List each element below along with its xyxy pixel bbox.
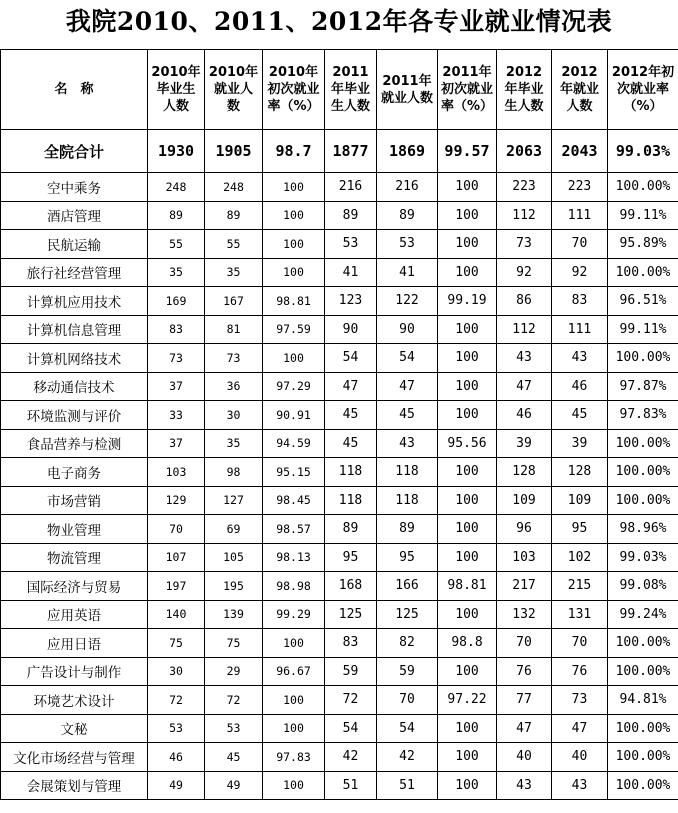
value-cell: 95 — [552, 515, 608, 544]
employment-table — [0, 49, 678, 800]
table-row — [1, 344, 678, 373]
value-cell: 97.83 — [263, 743, 325, 772]
value-cell: 100 — [263, 686, 325, 715]
value-cell: 92 — [497, 258, 552, 287]
value-cell: 103 — [497, 543, 552, 572]
value-cell: 51 — [325, 771, 377, 800]
table-row — [1, 572, 678, 601]
value-cell: 100 — [438, 230, 497, 259]
column-header: 2010年就业人数 — [205, 50, 263, 130]
value-cell: 100 — [438, 714, 497, 743]
value-cell: 54 — [325, 714, 377, 743]
column-header: 2012年就业人数 — [552, 50, 608, 130]
value-cell: 94.81% — [608, 686, 678, 715]
value-cell: 89 — [325, 201, 377, 230]
value-cell: 99.24% — [608, 600, 678, 629]
major-name-cell: 国际经济与贸易 — [1, 572, 148, 601]
value-cell: 100.00% — [608, 714, 678, 743]
value-cell: 73 — [497, 230, 552, 259]
value-cell: 100 — [438, 344, 497, 373]
value-cell: 112 — [497, 201, 552, 230]
value-cell: 99.57 — [438, 130, 497, 173]
page-title: 我院2010、2011、2012年各专业就业情况表 — [65, 7, 613, 36]
major-name-cell: 计算机应用技术 — [1, 287, 148, 316]
value-cell: 100.00% — [608, 344, 678, 373]
value-cell: 98 — [205, 458, 263, 487]
value-cell: 112 — [497, 315, 552, 344]
value-cell: 129 — [148, 486, 205, 515]
value-cell: 1905 — [205, 130, 263, 173]
value-cell: 98.98 — [263, 572, 325, 601]
value-cell: 55 — [148, 230, 205, 259]
value-cell: 59 — [325, 657, 377, 686]
value-cell: 36 — [205, 372, 263, 401]
value-cell: 118 — [377, 486, 438, 515]
value-cell: 98.96% — [608, 515, 678, 544]
value-cell: 42 — [377, 743, 438, 772]
value-cell: 100 — [438, 543, 497, 572]
value-cell: 1869 — [377, 130, 438, 173]
value-cell: 89 — [148, 201, 205, 230]
value-cell: 109 — [497, 486, 552, 515]
value-cell: 45 — [325, 429, 377, 458]
value-cell: 95 — [377, 543, 438, 572]
table-row — [1, 258, 678, 287]
table-row — [1, 714, 678, 743]
value-cell: 100 — [438, 173, 497, 202]
value-cell: 37 — [148, 372, 205, 401]
value-cell: 100 — [438, 515, 497, 544]
value-cell: 109 — [552, 486, 608, 515]
value-cell: 127 — [205, 486, 263, 515]
value-cell: 122 — [377, 287, 438, 316]
column-header: 2011年毕业生人数 — [325, 50, 377, 130]
value-cell: 100 — [438, 401, 497, 430]
value-cell: 168 — [325, 572, 377, 601]
value-cell: 95.15 — [263, 458, 325, 487]
value-cell: 223 — [497, 173, 552, 202]
value-cell: 98.81 — [438, 572, 497, 601]
table-row — [1, 401, 678, 430]
value-cell: 125 — [325, 600, 377, 629]
value-cell: 43 — [552, 771, 608, 800]
column-header: 2010年初次就业率（%） — [263, 50, 325, 130]
value-cell: 54 — [325, 344, 377, 373]
value-cell: 100.00% — [608, 429, 678, 458]
value-cell: 43 — [552, 344, 608, 373]
table-row — [1, 429, 678, 458]
value-cell: 75 — [148, 629, 205, 658]
value-cell: 30 — [205, 401, 263, 430]
value-cell: 99.11% — [608, 201, 678, 230]
value-cell: 100 — [438, 458, 497, 487]
value-cell: 100 — [438, 486, 497, 515]
value-cell: 39 — [497, 429, 552, 458]
table-row — [1, 372, 678, 401]
major-name-cell: 应用英语 — [1, 600, 148, 629]
value-cell: 118 — [377, 458, 438, 487]
value-cell: 37 — [148, 429, 205, 458]
value-cell: 89 — [325, 515, 377, 544]
value-cell: 92 — [552, 258, 608, 287]
table-row — [1, 657, 678, 686]
value-cell: 97.83% — [608, 401, 678, 430]
value-cell: 42 — [325, 743, 377, 772]
value-cell: 81 — [205, 315, 263, 344]
value-cell: 100 — [263, 629, 325, 658]
value-cell: 90.91 — [263, 401, 325, 430]
value-cell: 167 — [205, 287, 263, 316]
value-cell: 166 — [377, 572, 438, 601]
table-row — [1, 515, 678, 544]
table-row — [1, 486, 678, 515]
value-cell: 35 — [148, 258, 205, 287]
value-cell: 30 — [148, 657, 205, 686]
value-cell: 1930 — [148, 130, 205, 173]
value-cell: 2043 — [552, 130, 608, 173]
value-cell: 86 — [497, 287, 552, 316]
major-name-cell: 民航运输 — [1, 230, 148, 259]
value-cell: 223 — [552, 173, 608, 202]
value-cell: 75 — [205, 629, 263, 658]
table-row — [1, 173, 678, 202]
value-cell: 195 — [205, 572, 263, 601]
value-cell: 107 — [148, 543, 205, 572]
column-header: 2010年毕业生人数 — [148, 50, 205, 130]
value-cell: 53 — [377, 230, 438, 259]
value-cell: 1877 — [325, 130, 377, 173]
value-cell: 100 — [438, 657, 497, 686]
value-cell: 89 — [205, 201, 263, 230]
value-cell: 53 — [205, 714, 263, 743]
value-cell: 100 — [438, 258, 497, 287]
major-name-cell: 物流管理 — [1, 543, 148, 572]
major-name-cell: 空中乘务 — [1, 173, 148, 202]
value-cell: 99.29 — [263, 600, 325, 629]
value-cell: 73 — [552, 686, 608, 715]
value-cell: 51 — [377, 771, 438, 800]
value-cell: 45 — [377, 401, 438, 430]
value-cell: 94.59 — [263, 429, 325, 458]
value-cell: 98.81 — [263, 287, 325, 316]
value-cell: 100 — [438, 315, 497, 344]
value-cell: 73 — [205, 344, 263, 373]
value-cell: 55 — [205, 230, 263, 259]
table-header-row — [1, 50, 678, 130]
major-name-cell: 环境监测与评价 — [1, 401, 148, 430]
value-cell: 100.00% — [608, 657, 678, 686]
value-cell: 59 — [377, 657, 438, 686]
column-header: 2012年毕业生人数 — [497, 50, 552, 130]
value-cell: 72 — [325, 686, 377, 715]
value-cell: 99.03% — [608, 543, 678, 572]
value-cell: 128 — [497, 458, 552, 487]
value-cell: 45 — [205, 743, 263, 772]
value-cell: 99.08% — [608, 572, 678, 601]
value-cell: 100 — [263, 173, 325, 202]
value-cell: 97.29 — [263, 372, 325, 401]
major-name-cell: 文秘 — [1, 714, 148, 743]
value-cell: 35 — [205, 258, 263, 287]
value-cell: 105 — [205, 543, 263, 572]
major-name-cell: 计算机网络技术 — [1, 344, 148, 373]
value-cell: 46 — [552, 372, 608, 401]
column-header: 2011年就业人数 — [377, 50, 438, 130]
value-cell: 95.89% — [608, 230, 678, 259]
value-cell: 77 — [497, 686, 552, 715]
value-cell: 76 — [497, 657, 552, 686]
column-header-name: 名 称 — [1, 50, 148, 130]
value-cell: 98.13 — [263, 543, 325, 572]
table-row — [1, 600, 678, 629]
value-cell: 111 — [552, 315, 608, 344]
value-cell: 97.87% — [608, 372, 678, 401]
value-cell: 118 — [325, 486, 377, 515]
value-cell: 70 — [148, 515, 205, 544]
value-cell: 72 — [148, 686, 205, 715]
value-cell: 118 — [325, 458, 377, 487]
value-cell: 83 — [148, 315, 205, 344]
value-cell: 72 — [205, 686, 263, 715]
value-cell: 96.51% — [608, 287, 678, 316]
value-cell: 70 — [552, 230, 608, 259]
value-cell: 125 — [377, 600, 438, 629]
value-cell: 98.7 — [263, 130, 325, 173]
value-cell: 83 — [552, 287, 608, 316]
value-cell: 35 — [205, 429, 263, 458]
value-cell: 45 — [325, 401, 377, 430]
value-cell: 33 — [148, 401, 205, 430]
value-cell: 100 — [263, 258, 325, 287]
major-name-cell: 食品营养与检测 — [1, 429, 148, 458]
table-row — [1, 771, 678, 800]
major-name-cell: 旅行社经营管理 — [1, 258, 148, 287]
value-cell: 2063 — [497, 130, 552, 173]
value-cell: 100.00% — [608, 486, 678, 515]
major-name-cell: 移动通信技术 — [1, 372, 148, 401]
value-cell: 95.56 — [438, 429, 497, 458]
value-cell: 140 — [148, 600, 205, 629]
value-cell: 217 — [497, 572, 552, 601]
value-cell: 54 — [377, 344, 438, 373]
value-cell: 100.00% — [608, 173, 678, 202]
major-name-cell: 计算机信息管理 — [1, 315, 148, 344]
value-cell: 100 — [438, 743, 497, 772]
value-cell: 40 — [497, 743, 552, 772]
value-cell: 76 — [552, 657, 608, 686]
column-header: 2011年初次就业率（%） — [438, 50, 497, 130]
value-cell: 49 — [205, 771, 263, 800]
value-cell: 123 — [325, 287, 377, 316]
value-cell: 82 — [377, 629, 438, 658]
value-cell: 100 — [263, 344, 325, 373]
value-cell: 69 — [205, 515, 263, 544]
table-row — [1, 743, 678, 772]
value-cell: 47 — [552, 714, 608, 743]
total-row — [1, 130, 678, 173]
value-cell: 47 — [377, 372, 438, 401]
value-cell: 102 — [552, 543, 608, 572]
value-cell: 53 — [325, 230, 377, 259]
table-row — [1, 287, 678, 316]
table-row — [1, 458, 678, 487]
value-cell: 46 — [148, 743, 205, 772]
value-cell: 215 — [552, 572, 608, 601]
value-cell: 103 — [148, 458, 205, 487]
value-cell: 39 — [552, 429, 608, 458]
table-row — [1, 686, 678, 715]
value-cell: 98.8 — [438, 629, 497, 658]
value-cell: 54 — [377, 714, 438, 743]
major-name-cell: 物业管理 — [1, 515, 148, 544]
value-cell: 111 — [552, 201, 608, 230]
value-cell: 131 — [552, 600, 608, 629]
value-cell: 90 — [377, 315, 438, 344]
value-cell: 100 — [263, 714, 325, 743]
value-cell: 99.11% — [608, 315, 678, 344]
value-cell: 90 — [325, 315, 377, 344]
value-cell: 169 — [148, 287, 205, 316]
value-cell: 70 — [552, 629, 608, 658]
value-cell: 97.59 — [263, 315, 325, 344]
value-cell: 100 — [263, 201, 325, 230]
value-cell: 99.19 — [438, 287, 497, 316]
value-cell: 128 — [552, 458, 608, 487]
value-cell: 216 — [325, 173, 377, 202]
table-row — [1, 543, 678, 572]
value-cell: 29 — [205, 657, 263, 686]
table-row — [1, 230, 678, 259]
value-cell: 100.00% — [608, 458, 678, 487]
value-cell: 216 — [377, 173, 438, 202]
major-name-cell: 会展策划与管理 — [1, 771, 148, 800]
value-cell: 89 — [377, 515, 438, 544]
major-name-cell: 文化市场经营与管理 — [1, 743, 148, 772]
value-cell: 47 — [497, 714, 552, 743]
value-cell: 53 — [148, 714, 205, 743]
value-cell: 96.67 — [263, 657, 325, 686]
value-cell: 70 — [497, 629, 552, 658]
major-name-cell: 广告设计与制作 — [1, 657, 148, 686]
value-cell: 46 — [497, 401, 552, 430]
major-name-cell: 全院合计 — [1, 130, 148, 173]
value-cell: 100.00% — [608, 258, 678, 287]
column-header: 2012年初次就业率（%） — [608, 50, 678, 130]
table-row — [1, 201, 678, 230]
table-row — [1, 315, 678, 344]
value-cell: 100 — [438, 201, 497, 230]
value-cell: 100 — [438, 372, 497, 401]
value-cell: 98.45 — [263, 486, 325, 515]
value-cell: 98.57 — [263, 515, 325, 544]
value-cell: 47 — [497, 372, 552, 401]
value-cell: 139 — [205, 600, 263, 629]
major-name-cell: 酒店管理 — [1, 201, 148, 230]
value-cell: 41 — [377, 258, 438, 287]
value-cell: 100 — [438, 600, 497, 629]
value-cell: 248 — [148, 173, 205, 202]
value-cell: 96 — [497, 515, 552, 544]
value-cell: 100 — [263, 771, 325, 800]
major-name-cell: 应用日语 — [1, 629, 148, 658]
table-row — [1, 629, 678, 658]
major-name-cell: 电子商务 — [1, 458, 148, 487]
value-cell: 47 — [325, 372, 377, 401]
value-cell: 132 — [497, 600, 552, 629]
value-cell: 100.00% — [608, 743, 678, 772]
value-cell: 43 — [497, 771, 552, 800]
value-cell: 45 — [552, 401, 608, 430]
value-cell: 43 — [377, 429, 438, 458]
value-cell: 89 — [377, 201, 438, 230]
value-cell: 73 — [148, 344, 205, 373]
major-name-cell: 市场营销 — [1, 486, 148, 515]
value-cell: 97.22 — [438, 686, 497, 715]
value-cell: 100.00% — [608, 771, 678, 800]
value-cell: 41 — [325, 258, 377, 287]
value-cell: 49 — [148, 771, 205, 800]
value-cell: 100.00% — [608, 629, 678, 658]
value-cell: 248 — [205, 173, 263, 202]
major-name-cell: 环境艺术设计 — [1, 686, 148, 715]
value-cell: 70 — [377, 686, 438, 715]
value-cell: 40 — [552, 743, 608, 772]
value-cell: 43 — [497, 344, 552, 373]
value-cell: 99.03% — [608, 130, 678, 173]
value-cell: 197 — [148, 572, 205, 601]
value-cell: 100 — [263, 230, 325, 259]
value-cell: 95 — [325, 543, 377, 572]
value-cell: 83 — [325, 629, 377, 658]
value-cell: 100 — [438, 771, 497, 800]
